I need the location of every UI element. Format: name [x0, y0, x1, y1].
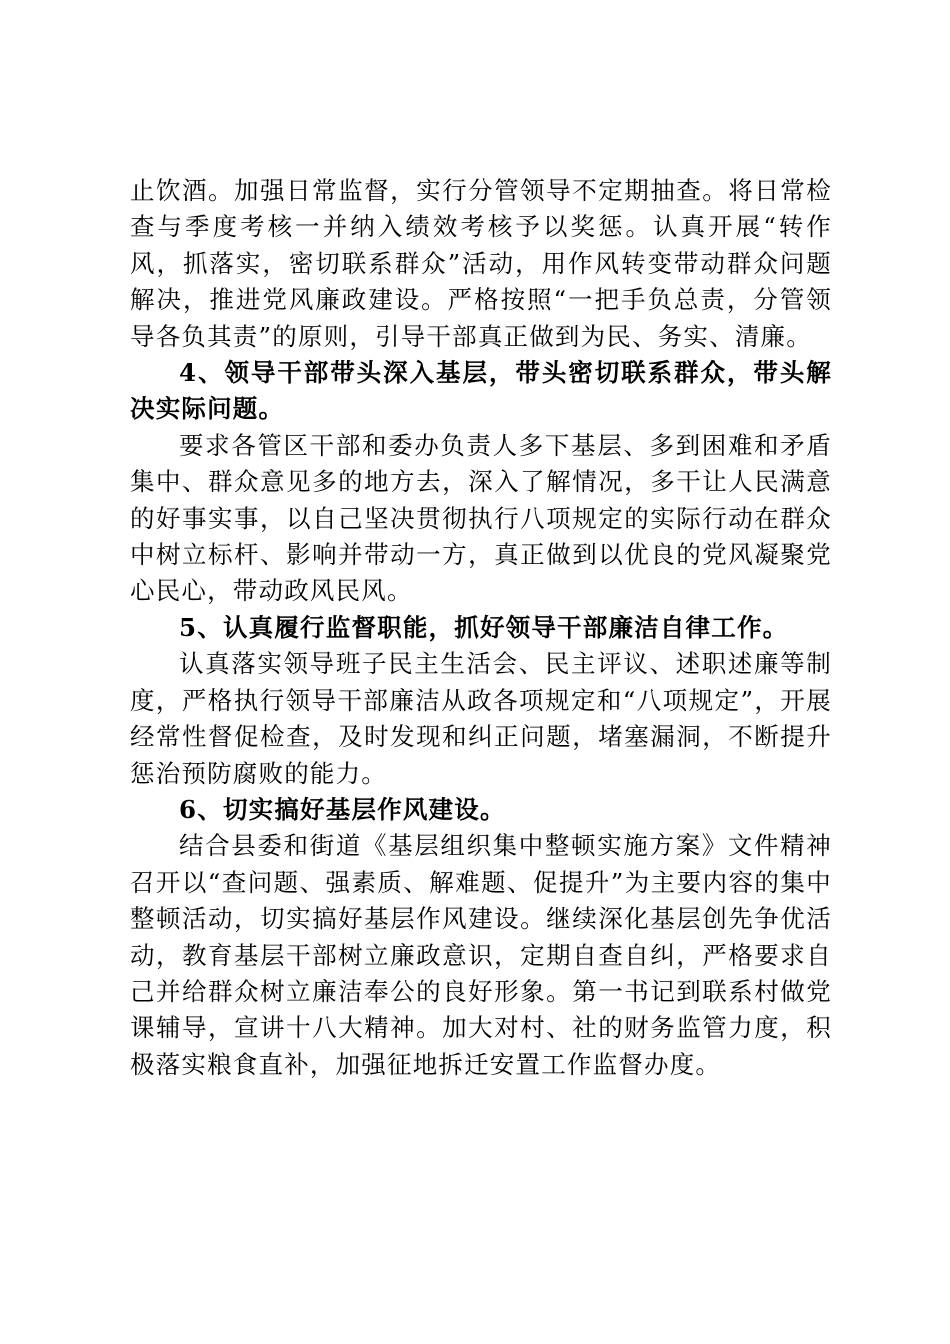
section-heading: 6、切实搞好基层作风建设。: [179, 794, 506, 824]
document-page: [130, 173, 832, 1083]
body-paragraph: 认真落实领导班子民主生活会、民主评议、述职述廉等制度，严格执行领导干部廉洁从政各项规定和“八项规定”，开展经常性督促检查，及时发现和纠正问题，堵塞漏洞，不断提升惩治预防腐败的能力。: [130, 649, 832, 788]
section-heading: 4、领导干部带头深入基层，带头密切联系群众，带头解决实际问题。: [130, 358, 832, 424]
body-paragraph: 止饮酒。加强日常监督，实行分管领导不定期抽查。将日常检查与季度考核一并纳入绩效考核予以奖惩。认真开展“转作风，抓落实，密切联系群众”活动，用作风转变带动群众问题解决，推进党风廉政建设。严格按照“一把手负总责，分管领导各负其责”的原则，引导干部真正做到为民、务实、清廉。: [130, 176, 832, 351]
body-paragraph: 要求各管区干部和委办负责人多下基层、多到困难和矛盾集中、群众意见多的地方去，深入了解情况，多干让人民满意的好事实事，以自己坚决贯彻执行八项规定的实际行动在群众中树立标杆、影响并带动一方，真正做到以优良的党风凝聚党心民心，带动政风民风。: [130, 430, 832, 606]
section-heading: 5、认真履行监督职能，抓好领导干部廉洁自律工作。: [179, 612, 789, 642]
body-paragraph: 结合县委和街道《基层组织集中整顿实施方案》文件精神召开以“查问题、强素质、解难题、促提升”为主要内容的集中整顿活动，切实搞好基层作风建设。继续深化基层创先争优活动，教育基层干部树立廉政意识，定期自查自纠，严格要求自己并给群众树立廉洁奉公的良好形象。第一书记到联系村做党课辅导，宣讲十八大精神。加大对村、社的财务监管力度，积极落实粮食直补，加强征地拆迁安置工作监督办度。: [130, 831, 832, 1079]
